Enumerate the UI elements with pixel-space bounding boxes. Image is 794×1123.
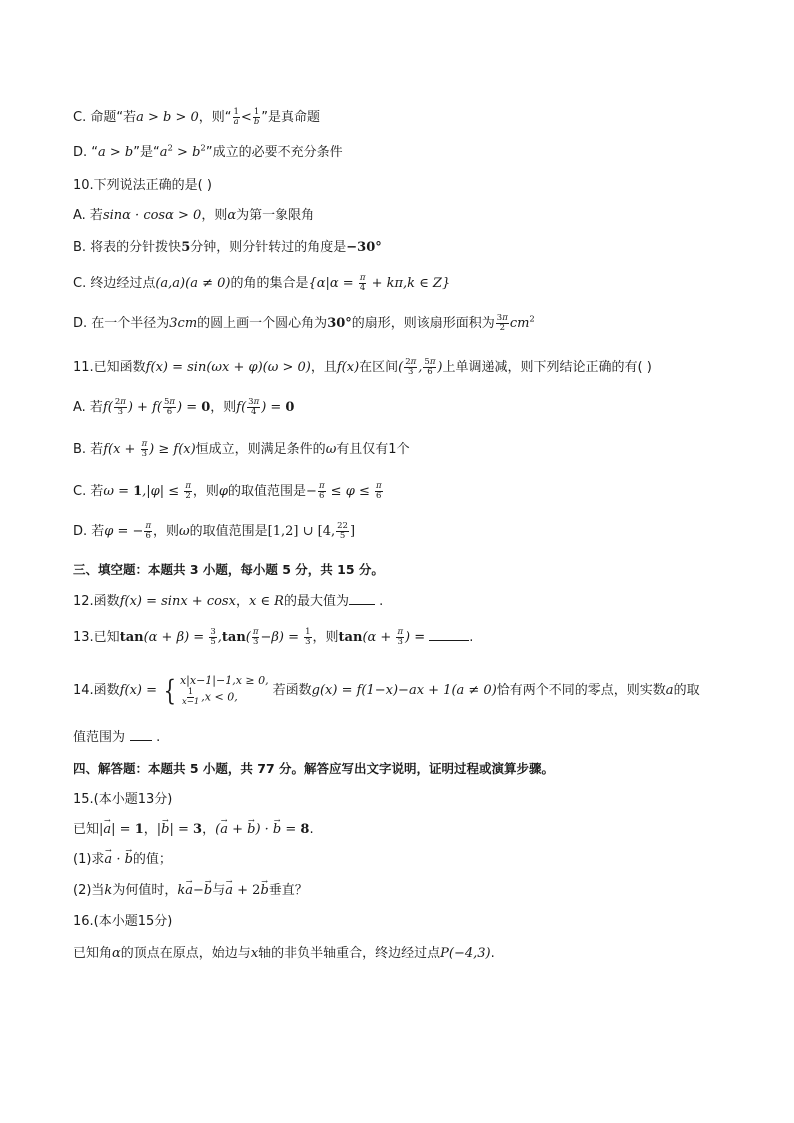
text: .: [490, 946, 495, 961]
section-4-heading: 四、解答题：本题共 5 小题，共 77 分。解答应写出文字说明，证明过程或演算步骤。: [73, 761, 555, 776]
text: 在区间: [359, 360, 399, 375]
q11-option-d: D. 若φ = − $\frac{\pi}{6}$ ，则ω的取值范围是[1,2] ∪ [4, $\frac{22}{5}$ ]: [73, 521, 356, 541]
q14: [73, 674, 700, 707]
math-expression: −30°: [346, 240, 382, 255]
math-expression: P(−4,3): [440, 946, 491, 961]
text: ，则: [312, 630, 339, 645]
text: 的顶点在原点，始边与: [120, 946, 251, 961]
answer-blank: [429, 628, 469, 641]
case-1: x|x−1|−1,x ≥ 0,: [179, 674, 269, 687]
q9-d-math: a > b: [98, 145, 134, 160]
math-expression: |→ a| = 1: [99, 822, 144, 837]
text: ，则: [153, 524, 180, 539]
math-expression: [1,2] ∪ [4, $\frac{22}{5}$ ]: [267, 521, 356, 541]
q9-d-text: D. “: [73, 145, 99, 160]
q11-stem: [73, 358, 652, 378]
text: 11.已知函数: [73, 360, 146, 375]
case-2: ,x < 0,: [201, 690, 238, 704]
text: 若函数: [272, 683, 312, 698]
text: 已知角: [73, 946, 113, 961]
text: 的取值范围是: [228, 484, 307, 499]
text: ，则: [201, 208, 228, 223]
text: A. 若: [73, 208, 103, 223]
q16-heading: 16.(本小题15分): [73, 914, 173, 929]
interval: ( $\frac{2\pi}{3}$ , $\frac{5\pi}{6}$ ): [398, 357, 443, 377]
math-expression: f(x): [336, 360, 360, 375]
math-expression: x ∈ R: [248, 594, 284, 609]
math-expression: tan(α + β) = $\frac{3}{5}$ ,tan( $\frac{\pi}{3}$ −β) = $\frac{1}{3}$: [119, 627, 311, 647]
text: D. 在一个半径为: [73, 316, 170, 331]
text: .: [309, 822, 314, 837]
math-expression: tan(α + $\frac{\pi}{3}$ ): [338, 627, 411, 647]
math-expression: f(x + $\frac{\pi}{3}$ ) ≥ f(x): [103, 439, 196, 459]
text: ，则: [210, 400, 237, 415]
q11-option-b: B. 若f(x + $\frac{\pi}{3}$ ) ≥ f(x)恒成立，则满足条件的ω有且仅有1个: [73, 439, 410, 459]
text: 值范围为: [73, 730, 126, 745]
q9-d-end: ”成立的必要不充分条件: [205, 145, 343, 160]
math-expression: $cm^2$: [509, 314, 535, 331]
text: C. 若: [73, 484, 104, 499]
text: 轴的非负半轴重合，终边经过点: [258, 946, 441, 961]
math-expression: α: [112, 946, 121, 961]
q9-option-d: [73, 143, 343, 163]
text: (1)求: [73, 852, 105, 867]
q10-stem: 10.下列说法正确的是( ): [73, 178, 212, 193]
text: 的值；: [132, 852, 172, 867]
math-expression: sinα · cosα > 0: [102, 208, 202, 223]
q15-heading: 15.(本小题13分): [73, 792, 173, 807]
text: 的取值范围是: [189, 524, 268, 539]
math-expression: k→ a−→ b: [177, 883, 212, 898]
q16-given: [73, 944, 495, 964]
math-expression: g(x) = f(1−x)−ax + 1(a ≠ 0): [311, 683, 497, 698]
q9-c-math: a > b > 0: [136, 110, 199, 125]
q11-option-c: C. 若ω = 1,|φ| ≤ $\frac{\pi}{2}$ ，则φ的取值范围是− $\frac{\pi}{6}$ ≤ φ ≤ $\frac{\pi}{6}$: [73, 481, 382, 501]
text: 与: [212, 883, 226, 898]
math-expression: {α|α =: [308, 276, 358, 291]
q14-continued: [73, 728, 160, 748]
text: 14.函数: [73, 683, 120, 698]
math-expression: → a + 2→ b: [225, 883, 269, 898]
text: 有且仅有1个: [336, 442, 410, 457]
text: 的取: [673, 683, 700, 698]
answer-blank: [130, 728, 152, 741]
fraction: $\frac{1}{a}$: [233, 107, 239, 127]
math-expression: ω = 1,|φ| ≤ $\frac{\pi}{2}$: [103, 481, 191, 501]
math-expression: f(x) = sinx + cosx: [119, 594, 236, 609]
math-expression: − $\frac{\pi}{6}$ ≤ φ ≤ $\frac{\pi}{6}$: [306, 481, 382, 501]
q9-d-mid: ”是“: [133, 145, 160, 160]
text: ，且: [310, 360, 337, 375]
text: 恰有两个不同的零点，则实数: [496, 683, 666, 698]
math-expression: 30°: [327, 316, 352, 331]
text: 分钟，则分针转过的角度是: [190, 240, 347, 255]
text: 12.函数: [73, 594, 120, 609]
math-expression: 5: [181, 240, 191, 255]
math-expression: 3cm: [169, 316, 198, 331]
math-expression: → a · → b: [104, 852, 133, 867]
piecewise-function: { x|x−1|−1,x ≥ 0, $\frac{1}{x-1}$ ,x < 0,: [163, 673, 269, 707]
text: ，则: [192, 484, 219, 499]
text: =: [410, 630, 430, 645]
section-3-heading: 三、填空题：本题共 3 小题，每小题 5 分，共 15 分。: [73, 562, 384, 577]
q15-given: 已知|→ a| = 1，|→ b| = 3，(→ a + → b) · → b = 8.: [73, 820, 314, 840]
fraction: $\frac{\pi}{4}$: [359, 273, 366, 293]
text: B. 将表的分针拨快: [73, 240, 182, 255]
text: D. 若: [73, 524, 105, 539]
math-expression: φ = − $\frac{\pi}{6}$: [104, 521, 152, 541]
math-expression: a: [665, 683, 674, 698]
math-expression: x: [250, 946, 259, 961]
q9-c-text: C. 命题“若: [73, 110, 137, 125]
text: .: [152, 730, 161, 745]
text: 13.已知: [73, 630, 120, 645]
math-expression: f( $\frac{3\pi}{4}$ ) = 0: [236, 397, 295, 417]
math-expression: f(x) = sin(ωx + φ)(ω > 0): [145, 360, 311, 375]
math-expression: α: [227, 208, 237, 223]
math-expression: $a^2 > b^2$: [159, 143, 206, 160]
q10-option-b: [73, 238, 382, 258]
fraction: $\frac{3\pi}{2}$: [496, 313, 508, 333]
math-expression: k: [104, 883, 113, 898]
text: 上单调递减，则下列结论正确的有( ): [442, 360, 652, 375]
q15-part-2: [73, 881, 308, 901]
q13: [73, 628, 473, 648]
math-expression: (a,a)(a ≠ 0): [155, 276, 231, 291]
q10-option-a: [73, 206, 314, 226]
math-expression: |→ b| = 3: [157, 822, 202, 837]
q9-c-mid: ，则“: [198, 110, 232, 125]
q9-option-c: C. 命题“若a > b > 0，则“ $\frac{1}{a}$ < $\frac{1}{b}$ ”是真命题: [73, 107, 321, 127]
text: 为第一象限角: [236, 208, 315, 223]
math-expression: f(x) =: [119, 683, 162, 698]
q15-part-1: [73, 850, 172, 870]
text: C. 终边经过点: [73, 276, 156, 291]
q10-option-d: [73, 314, 535, 334]
text: .: [374, 594, 384, 609]
answer-blank: [349, 592, 375, 605]
q9-c-end: ”是真命题: [261, 110, 321, 125]
math-expression: (→ a + → b) · → b = 8: [215, 822, 309, 837]
text: B. 若: [73, 442, 104, 457]
math-expression: f( $\frac{2\pi}{3}$ ) + f( $\frac{5\pi}{6}$ ) = 0: [102, 397, 211, 417]
text: 的角的集合是: [230, 276, 309, 291]
text: 恒成立，则满足条件的: [195, 442, 326, 457]
text: .: [469, 630, 474, 645]
text: 为何值时，: [112, 883, 178, 898]
fraction: $\frac{1}{b}$: [253, 107, 260, 127]
text: ，: [235, 594, 249, 609]
text: 的圆上画一个圆心角为: [197, 316, 328, 331]
text: 的扇形，则该扇形面积为: [351, 316, 495, 331]
text: (2)当: [73, 883, 105, 898]
text: A. 若: [73, 400, 103, 415]
math-expression: + kπ,k ∈ Z}: [367, 276, 451, 291]
text: 的最大值为: [283, 594, 349, 609]
q10-option-c: [73, 274, 450, 294]
q11-option-a: [73, 398, 294, 418]
text: 垂直？: [268, 883, 308, 898]
text: 已知: [73, 822, 100, 837]
q12: [73, 592, 383, 612]
